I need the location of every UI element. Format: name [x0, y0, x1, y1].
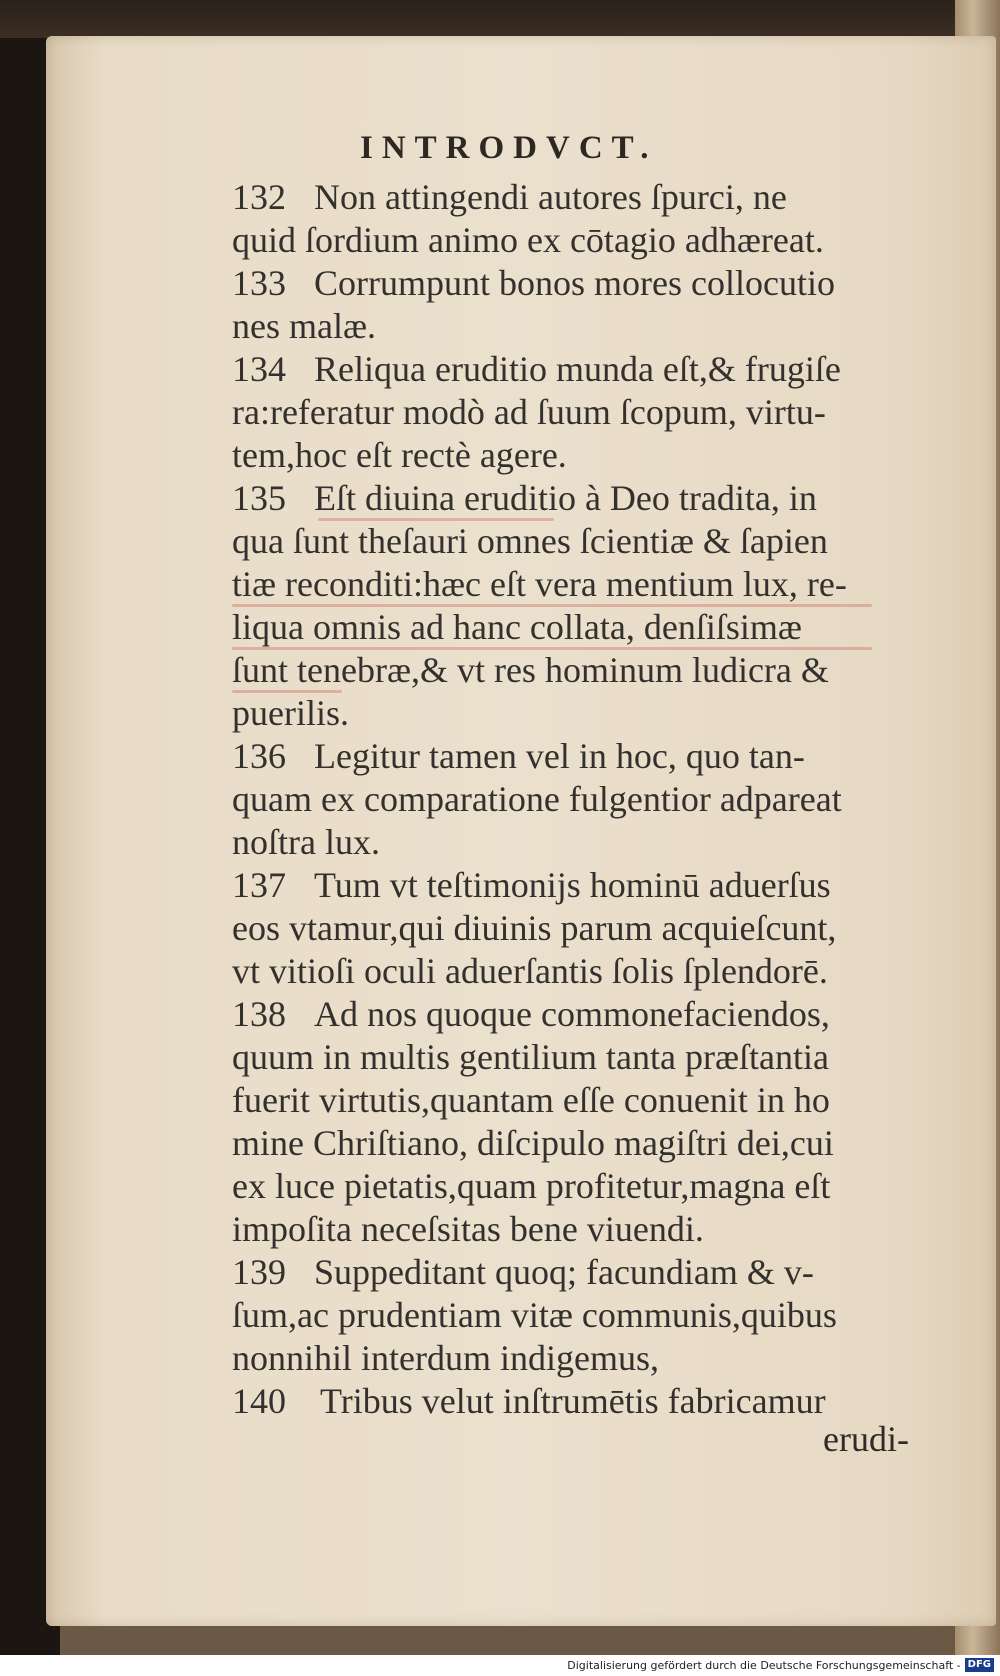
reader-underline	[232, 647, 872, 650]
text-line	[232, 477, 932, 520]
line-text: ſunt tenebræ,& vt res hominum ludicra &	[232, 650, 829, 690]
paragraph-number: 137	[232, 865, 286, 905]
text-line	[232, 305, 932, 348]
line-text: fuerit virtutis,quantam eſſe conuenit in ho	[232, 1080, 830, 1120]
text-line	[232, 1165, 932, 1208]
line-text: puerilis.	[232, 693, 349, 733]
paragraph-number: 140	[232, 1381, 286, 1421]
text-line	[232, 1380, 932, 1423]
line-text: Tum vt teſtimonijs hominū aduerſus	[314, 865, 831, 905]
text-line	[232, 778, 932, 821]
paragraph-number: 132	[232, 177, 286, 217]
text-line	[232, 1079, 932, 1122]
text-line	[232, 606, 932, 649]
paragraph-number: 134	[232, 349, 286, 389]
text-line	[232, 821, 932, 864]
text-line	[232, 993, 932, 1036]
line-text: Eſt diuina eruditio à Deo tradita, in	[314, 478, 817, 518]
text-line	[232, 1294, 932, 1337]
reader-underline	[318, 518, 554, 521]
line-text: ex luce pietatis,quam profitetur,magna eſt	[232, 1166, 831, 1206]
line-text: Corrumpunt bonos mores collocutio	[314, 263, 835, 303]
line-text: Legitur tamen vel in hoc, quo tan-	[314, 736, 805, 776]
text-line	[232, 520, 932, 563]
line-text: ſum,ac prudentiam vitæ communis,quibus	[232, 1295, 837, 1335]
line-text: qua ſunt theſauri omnes ſcientiæ & ſapien	[232, 521, 828, 561]
catchword: erudi-	[823, 1419, 909, 1459]
text-line	[232, 1122, 932, 1165]
line-text: impoſita neceſsitas bene viuendi.	[232, 1209, 704, 1249]
text-line	[232, 1251, 932, 1294]
text-line	[232, 176, 932, 219]
text-line	[232, 348, 932, 391]
paragraph-number: 139	[232, 1252, 286, 1292]
reader-underline	[232, 604, 872, 607]
text-line	[232, 1337, 932, 1380]
line-text: quam ex comparatione fulgentior adpareat	[232, 779, 842, 819]
text-line	[232, 735, 932, 778]
line-text: mine Chriſtiano, diſcipulo magiſtri dei,cui	[232, 1123, 834, 1163]
text-line	[232, 1036, 932, 1079]
text-line	[232, 1208, 932, 1251]
text-line	[232, 950, 932, 993]
line-text: quum in multis gentilium tanta præſtantia	[232, 1037, 829, 1077]
line-text: eos vtamur,qui diuinis parum acquieſcunt,	[232, 908, 837, 948]
line-text: Suppeditant quoq; facundiam & v-	[314, 1252, 814, 1292]
paragraph-number: 133	[232, 263, 286, 303]
line-text: Non attingendi autores ſpurci, ne	[314, 177, 787, 217]
text-line	[232, 434, 932, 477]
dfg-logo: DFG	[965, 1658, 994, 1672]
line-text: noſtra lux.	[232, 822, 380, 862]
text-line	[232, 692, 932, 735]
line-text: Ad nos quoque commonefaciendos,	[314, 994, 830, 1034]
line-text: Tribus velut inſtrumētis fabricamur	[320, 1381, 826, 1421]
scan-top-shadow	[0, 0, 1000, 38]
text-line	[232, 391, 932, 434]
line-text: ra:referatur modò ad ſuum ſcopum, virtu-	[232, 392, 826, 432]
text-line	[232, 563, 932, 606]
text-line	[232, 649, 932, 692]
footer-credit	[0, 1655, 1000, 1676]
text-line	[232, 262, 932, 305]
line-text: vt vitioſi oculi aduerſantis ſolis ſplendorē.	[232, 951, 828, 991]
text-line	[232, 219, 932, 262]
line-text: nes malæ.	[232, 306, 376, 346]
line-text: Reliqua eruditio munda eſt,& frugiſe	[314, 349, 841, 389]
line-text: tiæ reconditi:hæc eſt vera mentium lux, re-	[232, 564, 847, 604]
paragraph-number: 136	[232, 736, 286, 776]
line-text: liqua omnis ad hanc collata, denſiſsimæ	[232, 607, 802, 647]
line-text: quid ſordium animo ex cōtagio adhæreat.	[232, 220, 824, 260]
footer-text: Digitalisierung gefördert durch die Deutsche Forschungsgemeinschaft -	[567, 1659, 961, 1672]
reader-underline	[232, 690, 342, 693]
paragraph-number: 135	[232, 478, 286, 518]
line-text: nonnihil interdum indigemus,	[232, 1338, 659, 1378]
text-line	[232, 864, 932, 907]
text-line	[232, 907, 932, 950]
line-text: tem,hoc eſt rectè agere.	[232, 435, 567, 475]
text-block	[232, 176, 932, 1423]
running-head: INTRODVCT.	[360, 130, 658, 166]
paragraph-number: 138	[232, 994, 286, 1034]
